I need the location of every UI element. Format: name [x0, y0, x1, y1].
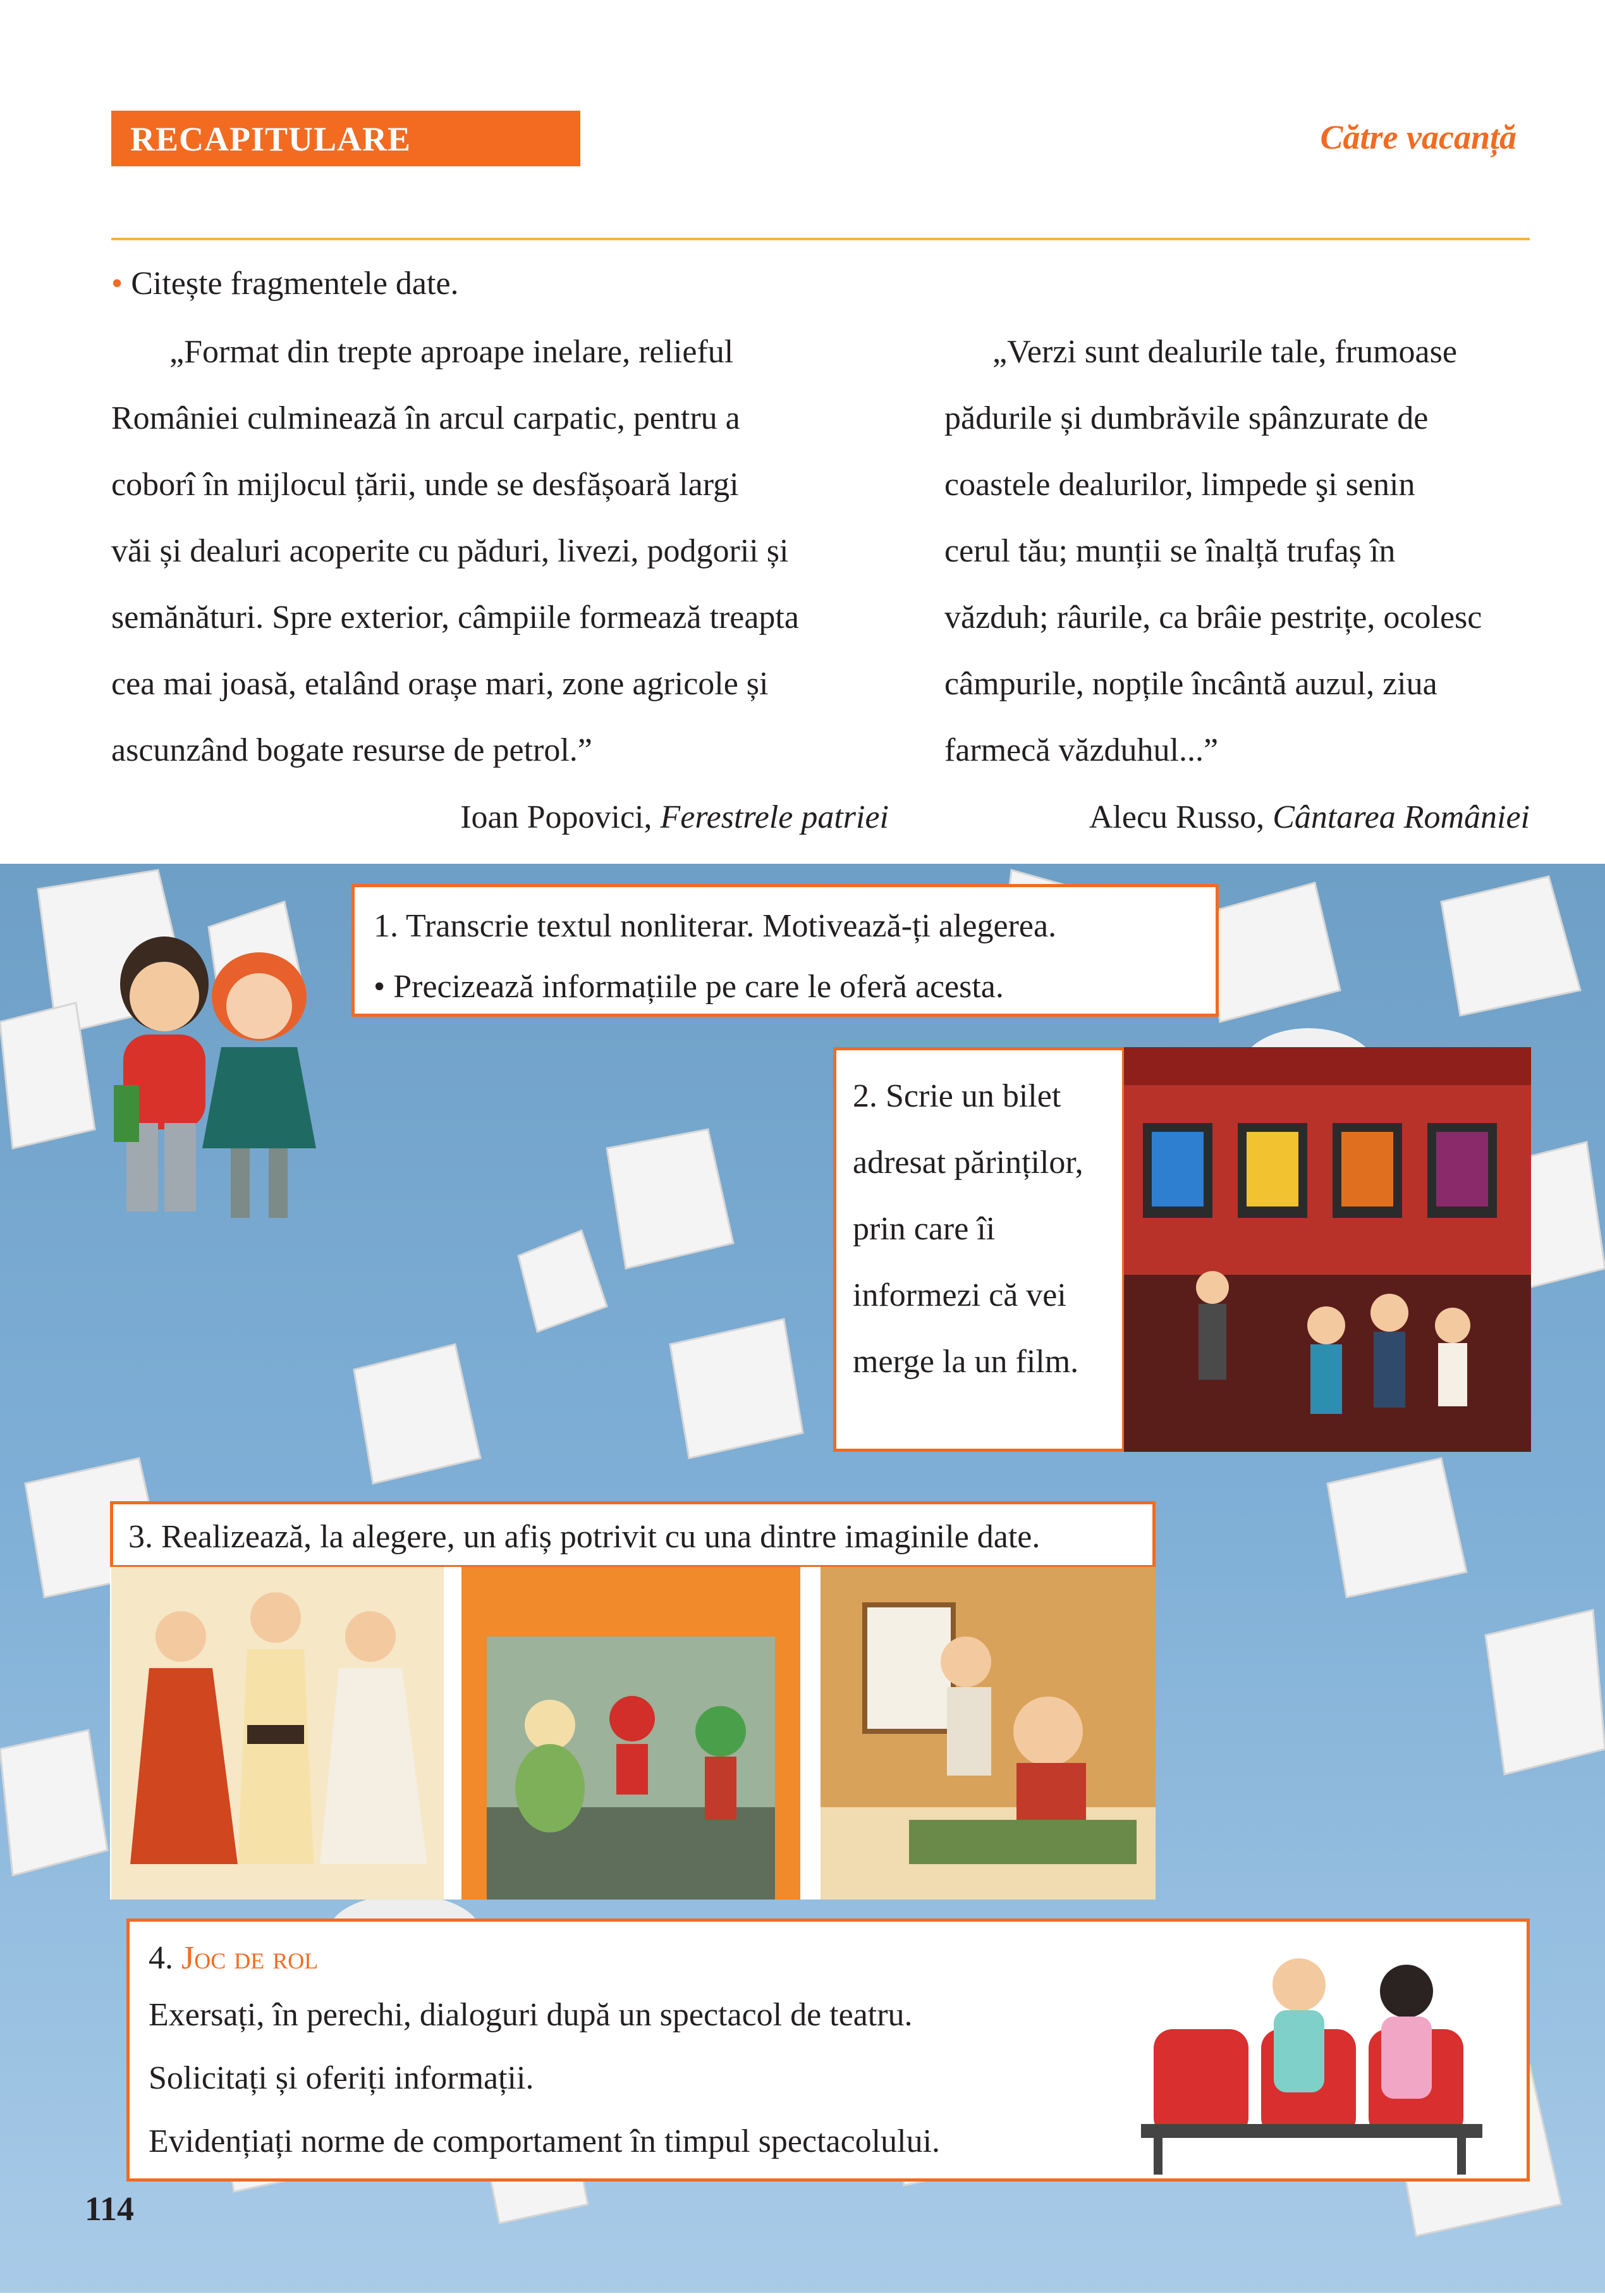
exercise-2-line: prin care îi — [853, 1211, 996, 1247]
fragment-line: văi și dealuri acoperite cu păduri, livezi, podgorii și — [111, 533, 789, 569]
attribution-left — [460, 784, 889, 850]
page-number: 114 — [85, 2190, 135, 2228]
fragment-line: văzduh; râurile, ca brâie pestrițe, ocolesc — [944, 599, 1482, 635]
attribution-right — [1089, 784, 1530, 850]
exercise-1-line: • Precizează informațiile pe care le oferă acesta. — [374, 969, 1004, 1005]
section-label-bar — [111, 111, 580, 166]
exercise-1-line: 1. Transcrie textul nonliterar. Motivează-ți alegerea. — [374, 908, 1057, 944]
exercise-3-box — [110, 1501, 1156, 1568]
author: Ioan Popovici, — [460, 799, 652, 835]
exercise-2-box — [833, 1047, 1125, 1452]
exercise-4-title: Joc de rol — [181, 1940, 319, 1976]
fragment-line: câmpurile, nopțile încântă auzul, ziua — [944, 666, 1437, 702]
fragment-line: pădurile și dumbrăvile spânzurate de — [944, 400, 1429, 436]
chapter-title: Către vacanță — [1320, 118, 1517, 156]
fragment-line: „Verzi sunt dealurile tale, frumoase — [992, 334, 1457, 370]
section-label: RECAPITULARE — [130, 120, 412, 158]
exercise-4-number: 4. — [149, 1940, 173, 1976]
children-illustration — [101, 927, 367, 1231]
fragment-line: României culminează în arcul carpatic, pentru a — [111, 400, 740, 436]
fragment-line: coborî în mijlocul țării, unde se desfășoară largi — [111, 467, 739, 503]
exercise-2-line: merge la un film. — [853, 1344, 1079, 1380]
exercise-4-line: Exersați, în perechi, dialoguri după un spectacol de teatru. — [149, 1997, 913, 2033]
bullet-icon: • — [111, 266, 123, 302]
author: Alecu Russo, — [1089, 799, 1265, 835]
header-rule — [111, 238, 1530, 240]
exercise-4-line: Solicitați și oferiți informații. — [149, 2060, 534, 2096]
fragment-line: farmecă văzduhul...” — [944, 732, 1219, 768]
exercise-2-line: 2. Scrie un bilet — [853, 1078, 1061, 1114]
painting-class-illustration — [821, 1567, 1156, 1900]
work-title: Ferestrele patriei — [660, 799, 889, 835]
fragment-line: „Format din trepte aproape inelare, relieful — [169, 334, 734, 370]
fragment-right — [944, 319, 1530, 783]
exercise-2-line: informezi că vei — [853, 1277, 1066, 1313]
theatre-seats-illustration — [1128, 1934, 1508, 2175]
image-options-row — [110, 1567, 1156, 1900]
folk-dance-illustration — [111, 1567, 444, 1900]
exercise-2-line: adresat părinților, — [853, 1145, 1083, 1181]
cinema-illustration — [1124, 1047, 1531, 1452]
exercise-3-text: 3. Realizează, la alegere, un afiș potrivit cu una dintre imaginile date. — [128, 1519, 1041, 1555]
work-title: Cântarea României — [1272, 799, 1530, 835]
fragment-line: cea mai joasă, etalând orașe mari, zone agricole și — [111, 666, 769, 702]
exercise-4-box — [126, 1918, 1530, 2182]
fragment-line: semănături. Spre exterior, câmpiile formează treapta — [111, 599, 799, 635]
exercise-1-box — [351, 884, 1219, 1017]
exercise-4-line: Evidențiați norme de comportament în timpul spectacolului. — [149, 2123, 941, 2159]
fragment-left — [111, 319, 889, 783]
fragment-line: ascunzând bogate resurse de petrol.” — [111, 732, 592, 768]
instruction-text: Citește fragmentele date. — [131, 266, 459, 302]
fragment-line: cerul tău; munții se înalță trufaș în — [944, 533, 1396, 569]
fragment-line: coastele dealurilor, limpede şi senin — [944, 467, 1415, 503]
instruction — [111, 250, 459, 317]
puppet-theatre-illustration — [461, 1567, 800, 1900]
